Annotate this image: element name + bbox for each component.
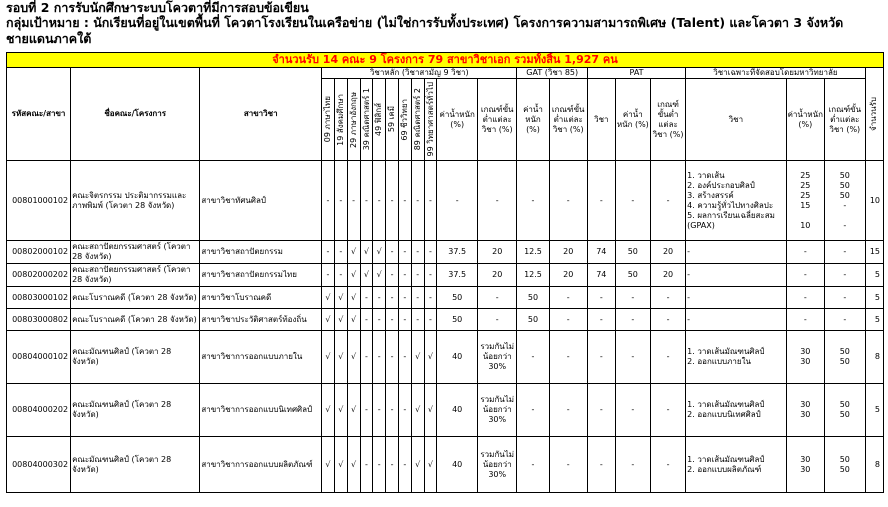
header-pat-subject: วิชา bbox=[587, 79, 615, 161]
row-gat-min: - bbox=[549, 161, 587, 241]
header-subject: 99 วิทยาศาสตร์ทั่วไป bbox=[424, 79, 437, 161]
row-subject-mark: - bbox=[373, 309, 386, 331]
row-subject-mark: - bbox=[411, 241, 424, 264]
row-subject-mark: - bbox=[398, 309, 411, 331]
row-subject-mark: - bbox=[386, 264, 399, 287]
row-seats: 8 bbox=[865, 437, 883, 493]
row-major: สาขาวิชาโบราณคดี bbox=[200, 287, 322, 309]
header-subject: 59 เคมี bbox=[386, 79, 399, 161]
row-faculty: คณะสถาปัตยกรรมศาสตร์ (โควตา 28 จังหวัด) bbox=[71, 264, 200, 287]
row-gat-weight: 12.5 bbox=[517, 241, 549, 264]
row-subject-mark: √ bbox=[347, 241, 360, 264]
row-code: 00801000102 bbox=[7, 161, 71, 241]
row-core-weight: 40 bbox=[437, 331, 478, 384]
row-core-weight: 37.5 bbox=[437, 241, 478, 264]
row-uni-weight: 30 30 bbox=[786, 437, 824, 493]
row-subject-mark: - bbox=[386, 309, 399, 331]
row-subject-mark: √ bbox=[360, 264, 373, 287]
row-subject-mark: - bbox=[411, 264, 424, 287]
header-uni-group: วิชาเฉพาะที่จัดสอบโดยมหาวิทยาลัย bbox=[686, 68, 865, 79]
row-seats: 10 bbox=[865, 161, 883, 241]
page-title: รอบที่ 2 การรับนักศึกษาระบบโควตาที่มีการสอบข้อเขียน bbox=[6, 0, 309, 15]
row-uni-subject: 1. วาดเส้น 2. องค์ประกอบศิลป์ 3. สร้างสรรค์ 4. ความรู้ทั่วไปทางศิลปะ 5. ผลการเรียนเฉลี่ยสะสม (GPAX) bbox=[686, 161, 786, 241]
table-row bbox=[7, 241, 884, 264]
header-pat-min: เกณฑ์ขั้นต่ำแต่ละวิชา (%) bbox=[650, 79, 685, 161]
row-subject-mark: √ bbox=[424, 437, 437, 493]
row-subject-mark: - bbox=[386, 437, 399, 493]
row-code: 00803000102 bbox=[7, 287, 71, 309]
row-uni-subject: - bbox=[686, 309, 786, 331]
page-subtitle: กลุ่มเป้าหมาย : นักเรียนที่อยู่ในเขตพื้นที่ โควตาโรงเรียนในเครือข่าย (ไม่ใช่การรับทั้งประเทศ) โครงการความสามารถพิเศษ (Talent) และโควตา 3 จังหวัดชายแดนภาคใต้ bbox=[6, 15, 844, 46]
row-subject-mark: √ bbox=[411, 384, 424, 437]
row-subject-mark: √ bbox=[411, 437, 424, 493]
header-pat-group: PAT bbox=[587, 68, 685, 79]
header-subject: 19 สังคมศึกษา bbox=[334, 79, 347, 161]
row-pat-weight: - bbox=[615, 331, 650, 384]
row-subject-mark: √ bbox=[347, 331, 360, 384]
row-subject-mark: √ bbox=[322, 287, 335, 309]
row-subject-mark: - bbox=[360, 331, 373, 384]
row-uni-weight: - bbox=[786, 287, 824, 309]
row-pat-weight: 50 bbox=[615, 264, 650, 287]
row-subject-mark: - bbox=[411, 287, 424, 309]
row-subject-mark: - bbox=[360, 309, 373, 331]
row-major: สาขาวิชาการออกแบบผลิตภัณฑ์ bbox=[200, 437, 322, 493]
row-subject-mark: - bbox=[386, 287, 399, 309]
row-pat-min: - bbox=[650, 287, 685, 309]
row-faculty: คณะมัณฑนศิลป์ (โควตา 28 จังหวัด) bbox=[71, 437, 200, 493]
row-pat-min: 20 bbox=[650, 241, 685, 264]
row-uni-min: 50 50 bbox=[825, 437, 866, 493]
header-subject: 69 ชีววิทยา bbox=[398, 79, 411, 161]
row-subject-mark: - bbox=[386, 331, 399, 384]
row-subject-mark: √ bbox=[424, 331, 437, 384]
row-subject-mark: √ bbox=[334, 331, 347, 384]
row-subject-mark: √ bbox=[322, 384, 335, 437]
row-subject-mark: - bbox=[373, 287, 386, 309]
header-subject: 29 ภาษาอังกฤษ bbox=[347, 79, 360, 161]
table-row bbox=[7, 437, 884, 493]
row-subject-mark: √ bbox=[347, 437, 360, 493]
row-subject-mark: - bbox=[322, 161, 335, 241]
row-subject-mark: - bbox=[411, 161, 424, 241]
row-faculty: คณะมัณฑนศิลป์ (โควตา 28 จังหวัด) bbox=[71, 331, 200, 384]
row-pat-subject: 74 bbox=[587, 264, 615, 287]
row-subject-mark: - bbox=[360, 287, 373, 309]
row-faculty: คณะจิตรกรรม ประติมากรรมและภาพพิมพ์ (โควตา 28 จังหวัด) bbox=[71, 161, 200, 241]
row-subject-mark: - bbox=[322, 241, 335, 264]
row-uni-weight: 25 25 25 15 10 bbox=[786, 161, 824, 241]
row-subject-mark: - bbox=[360, 384, 373, 437]
row-gat-min: 20 bbox=[549, 241, 587, 264]
header-uni-weight: ค่าน้ำหนัก (%) bbox=[786, 79, 824, 161]
row-subject-mark: √ bbox=[360, 241, 373, 264]
row-subject-mark: - bbox=[386, 161, 399, 241]
row-subject-mark: - bbox=[424, 264, 437, 287]
row-gat-min: - bbox=[549, 331, 587, 384]
row-core-weight: 50 bbox=[437, 309, 478, 331]
row-uni-subject: - bbox=[686, 241, 786, 264]
row-core-weight: 40 bbox=[437, 437, 478, 493]
row-subject-mark: √ bbox=[347, 384, 360, 437]
row-uni-subject: 1. วาดเส้นมัณฑนศิลป์ 2. ออกแบบภายใน bbox=[686, 331, 786, 384]
header-gat-min: เกณฑ์ขั้นต่ำแต่ละวิชา (%) bbox=[549, 79, 587, 161]
row-uni-min: 50 50 bbox=[825, 331, 866, 384]
table-row bbox=[7, 264, 884, 287]
row-subject-mark: - bbox=[360, 437, 373, 493]
row-gat-min: - bbox=[549, 384, 587, 437]
header-subject: 89 คณิตศาสตร์ 2 bbox=[411, 79, 424, 161]
row-subject-mark: - bbox=[373, 384, 386, 437]
row-faculty: คณะมัณฑนศิลป์ (โควตา 28 จังหวัด) bbox=[71, 384, 200, 437]
row-subject-mark: √ bbox=[334, 384, 347, 437]
row-faculty: คณะโบราณคดี (โควตา 28 จังหวัด) bbox=[71, 287, 200, 309]
row-seats: 5 bbox=[865, 384, 883, 437]
header-gat-group: GAT (วิชา 85) bbox=[517, 68, 587, 79]
row-uni-weight: 30 30 bbox=[786, 384, 824, 437]
row-uni-weight: 30 30 bbox=[786, 331, 824, 384]
header-gat-weight: ค่าน้ำหนัก (%) bbox=[517, 79, 549, 161]
row-gat-min: - bbox=[549, 309, 587, 331]
row-pat-min: - bbox=[650, 161, 685, 241]
row-gat-weight: 50 bbox=[517, 287, 549, 309]
row-pat-subject: - bbox=[587, 331, 615, 384]
row-code: 00802000202 bbox=[7, 264, 71, 287]
row-subject-mark: - bbox=[386, 384, 399, 437]
row-major: สาขาวิชาสถาปัตยกรรม bbox=[200, 241, 322, 264]
row-gat-min: 20 bbox=[549, 264, 587, 287]
row-gat-weight: 50 bbox=[517, 309, 549, 331]
row-gat-min: - bbox=[549, 287, 587, 309]
row-core-weight: - bbox=[437, 161, 478, 241]
row-subject-mark: - bbox=[398, 331, 411, 384]
header-subject: 09 ภาษาไทย bbox=[322, 79, 335, 161]
row-uni-min: 50 50 bbox=[825, 384, 866, 437]
row-pat-min: - bbox=[650, 331, 685, 384]
header-core-min: เกณฑ์ขั้นต่ำแต่ละวิชา (%) bbox=[477, 79, 517, 161]
row-subject-mark: - bbox=[398, 437, 411, 493]
row-core-min: 20 bbox=[477, 241, 517, 264]
row-major: สาขาวิชาทัศนศิลป์ bbox=[200, 161, 322, 241]
row-subject-mark: √ bbox=[373, 241, 386, 264]
table-row bbox=[7, 287, 884, 309]
row-subject-mark: - bbox=[373, 161, 386, 241]
row-core-min: รวมกันไม่น้อยกว่า 30% bbox=[477, 437, 517, 493]
row-seats: 5 bbox=[865, 264, 883, 287]
row-pat-min: - bbox=[650, 309, 685, 331]
row-subject-mark: - bbox=[398, 384, 411, 437]
row-subject-mark: - bbox=[347, 161, 360, 241]
row-uni-min: - bbox=[825, 309, 866, 331]
header-uni-min: เกณฑ์ขั้นต่ำแต่ละวิชา (%) bbox=[825, 79, 866, 161]
row-pat-weight: - bbox=[615, 437, 650, 493]
row-major: สาขาวิชาประวัติศาสตร์ท้องถิ่น bbox=[200, 309, 322, 331]
row-pat-min: 20 bbox=[650, 264, 685, 287]
row-subject-mark: - bbox=[334, 264, 347, 287]
row-uni-subject: 1. วาดเส้นมัณฑนศิลป์ 2. ออกแบบผลิตภัณฑ์ bbox=[686, 437, 786, 493]
row-core-weight: 50 bbox=[437, 287, 478, 309]
row-subject-mark: - bbox=[334, 241, 347, 264]
row-subject-mark: √ bbox=[347, 287, 360, 309]
row-subject-mark: - bbox=[398, 264, 411, 287]
row-uni-subject: - bbox=[686, 287, 786, 309]
row-subject-mark: - bbox=[398, 161, 411, 241]
row-subject-mark: - bbox=[322, 264, 335, 287]
row-subject-mark: - bbox=[424, 309, 437, 331]
row-subject-mark: √ bbox=[322, 437, 335, 493]
row-subject-mark: √ bbox=[347, 309, 360, 331]
row-subject-mark: - bbox=[424, 241, 437, 264]
row-core-min: 20 bbox=[477, 264, 517, 287]
header-seats: จำนวนรับ bbox=[865, 68, 883, 161]
row-uni-min: - bbox=[825, 287, 866, 309]
admission-table bbox=[6, 52, 884, 493]
row-uni-min: - bbox=[825, 264, 866, 287]
row-subject-mark: √ bbox=[411, 331, 424, 384]
row-faculty: คณะโบราณคดี (โควตา 28 จังหวัด) bbox=[71, 309, 200, 331]
header-core-group: วิชาหลัก (วิชาสามัญ 9 วิชา) bbox=[322, 68, 517, 79]
row-uni-weight: - bbox=[786, 309, 824, 331]
row-gat-min: - bbox=[549, 437, 587, 493]
header-subject: 49 ฟิสิกส์ bbox=[373, 79, 386, 161]
row-core-min: - bbox=[477, 309, 517, 331]
row-pat-subject: - bbox=[587, 287, 615, 309]
row-uni-weight: - bbox=[786, 264, 824, 287]
row-pat-weight: - bbox=[615, 287, 650, 309]
row-major: สาขาวิชาการออกแบบภายใน bbox=[200, 331, 322, 384]
row-gat-weight: - bbox=[517, 161, 549, 241]
row-code: 00803000802 bbox=[7, 309, 71, 331]
row-subject-mark: √ bbox=[424, 384, 437, 437]
row-core-min: รวมกันไม่น้อยกว่า 30% bbox=[477, 384, 517, 437]
row-gat-weight: 12.5 bbox=[517, 264, 549, 287]
row-faculty: คณะสถาปัตยกรรมศาสตร์ (โควตา 28 จังหวัด) bbox=[71, 241, 200, 264]
header-row-groups bbox=[7, 68, 884, 79]
row-pat-subject: 74 bbox=[587, 241, 615, 264]
header-pat-weight: ค่าน้ำหนัก (%) bbox=[615, 79, 650, 161]
row-pat-min: - bbox=[650, 437, 685, 493]
row-pat-weight: 50 bbox=[615, 241, 650, 264]
row-uni-min: 50 50 50 - - bbox=[825, 161, 866, 241]
row-gat-weight: - bbox=[517, 331, 549, 384]
row-subject-mark: √ bbox=[334, 437, 347, 493]
row-core-min: รวมกันไม่น้อยกว่า 30% bbox=[477, 331, 517, 384]
row-pat-weight: - bbox=[615, 384, 650, 437]
row-subject-mark: - bbox=[398, 287, 411, 309]
row-pat-subject: - bbox=[587, 437, 615, 493]
page-header bbox=[6, 0, 886, 47]
row-gat-weight: - bbox=[517, 384, 549, 437]
row-pat-weight: - bbox=[615, 309, 650, 331]
row-seats: 15 bbox=[865, 241, 883, 264]
table-body bbox=[7, 161, 884, 493]
row-pat-subject: - bbox=[587, 309, 615, 331]
row-subject-mark: - bbox=[424, 161, 437, 241]
row-subject-mark: - bbox=[398, 241, 411, 264]
row-subject-mark: √ bbox=[334, 287, 347, 309]
row-subject-mark: - bbox=[386, 241, 399, 264]
row-subject-mark: √ bbox=[322, 331, 335, 384]
row-major: สาขาวิชาสถาปัตยกรรมไทย bbox=[200, 264, 322, 287]
row-uni-subject: 1. วาดเส้นมัณฑนศิลป์ 2. ออกแบบนิเทศศิลป์ bbox=[686, 384, 786, 437]
row-code: 00804000302 bbox=[7, 437, 71, 493]
row-gat-weight: - bbox=[517, 437, 549, 493]
row-uni-weight: - bbox=[786, 241, 824, 264]
row-subject-mark: - bbox=[373, 437, 386, 493]
header-major: สาขาวิชา bbox=[200, 68, 322, 161]
header-subject: 39 คณิตศาสตร์ 1 bbox=[360, 79, 373, 161]
summary-banner-row bbox=[7, 53, 884, 68]
row-subject-mark: - bbox=[334, 161, 347, 241]
row-seats: 8 bbox=[865, 331, 883, 384]
table-row bbox=[7, 384, 884, 437]
header-uni-subject: วิชา bbox=[686, 79, 786, 161]
row-core-min: - bbox=[477, 161, 517, 241]
row-code: 00804000202 bbox=[7, 384, 71, 437]
row-uni-min: - bbox=[825, 241, 866, 264]
row-subject-mark: √ bbox=[347, 264, 360, 287]
row-code: 00804000102 bbox=[7, 331, 71, 384]
row-subject-mark: - bbox=[411, 309, 424, 331]
row-pat-subject: - bbox=[587, 161, 615, 241]
header-faculty: ชื่อคณะ/โครงการ bbox=[71, 68, 200, 161]
summary-banner: จำนวนรับ 14 คณะ 9 โครงการ 79 สาขาวิชาเอก รวมทั้งสิ้น 1,927 คน bbox=[7, 53, 884, 68]
row-code: 00802000102 bbox=[7, 241, 71, 264]
table-row bbox=[7, 331, 884, 384]
row-major: สาขาวิชาการออกแบบนิเทศศิลป์ bbox=[200, 384, 322, 437]
header-core-weight: ค่าน้ำหนัก (%) bbox=[437, 79, 478, 161]
row-subject-mark: √ bbox=[334, 309, 347, 331]
row-pat-weight: - bbox=[615, 161, 650, 241]
row-core-min: - bbox=[477, 287, 517, 309]
row-core-weight: 37.5 bbox=[437, 264, 478, 287]
row-uni-subject: - bbox=[686, 264, 786, 287]
row-subject-mark: - bbox=[373, 331, 386, 384]
row-subject-mark: - bbox=[360, 161, 373, 241]
header-code: รหัสคณะ/สาขา bbox=[7, 68, 71, 161]
row-subject-mark: √ bbox=[373, 264, 386, 287]
row-pat-subject: - bbox=[587, 384, 615, 437]
row-subject-mark: √ bbox=[322, 309, 335, 331]
row-pat-min: - bbox=[650, 384, 685, 437]
table-row bbox=[7, 309, 884, 331]
row-core-weight: 40 bbox=[437, 384, 478, 437]
row-seats: 5 bbox=[865, 287, 883, 309]
row-subject-mark: - bbox=[424, 287, 437, 309]
row-seats: 5 bbox=[865, 309, 883, 331]
table-row bbox=[7, 161, 884, 241]
